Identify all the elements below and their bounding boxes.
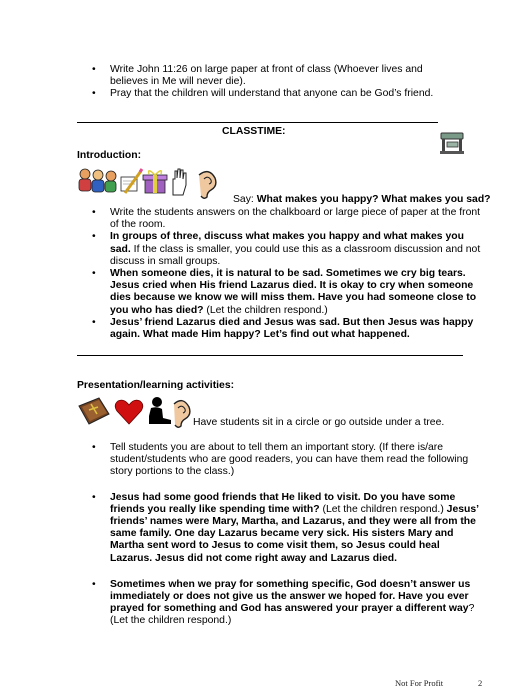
ear-icon <box>174 401 190 428</box>
present-bullet-story: • Tell students you are about to tell them an important story. (If there is/are student/students who are good readers, you can have them read the following story portions to the class.) <box>92 442 482 479</box>
heart-icon <box>115 400 143 424</box>
introduction-heading: Introduction: <box>77 150 142 161</box>
intro-bullet-someone-dies: • When someone dies, it is natural to be sad. Sometimes we cry big tears. Jesus cried when His friend Lazarus died. It is okay to cry when someone dies because we know we will miss them. Have you had someone close to you who has died? (Let the children respond.) <box>92 268 487 317</box>
intro-bullet-lazarus: • Jesus’ friend Lazarus died and Jesus was sad. But then Jesus was happy again. What made Him happy? Let’s find out what happened. <box>92 317 487 341</box>
intro-bullet-chalkboard: • Write the students answers on the chalkboard or large piece of paper at the front of the room. <box>92 207 487 231</box>
preparation-list <box>92 64 452 101</box>
introduction-list <box>92 207 487 341</box>
introduction-icon-strip <box>77 165 217 199</box>
say-question: What makes you happy? What makes you sad? <box>256 194 491 205</box>
presentation-heading: Presentation/learning activities: <box>77 380 235 391</box>
introduction-say-line <box>233 194 513 206</box>
prep-bullet-verse: • Write John 11:26 on large paper at front of class (Whoever lives and believes in Me will never die). <box>92 64 452 88</box>
present-bullet-prayer: • Sometimes when we pray for something specific, God doesn’t answer us immediately or does not give us the answer we hoped for. Have you ever prayed for something and God has answered your prayer a different way? (Let the children respond.) <box>92 579 482 628</box>
section-divider-middle <box>77 355 463 356</box>
raised-hand-icon <box>173 169 186 195</box>
sitting-child-icon <box>149 397 171 424</box>
people-group-icon <box>79 169 116 192</box>
presentation-icon-strip <box>77 394 192 428</box>
pencil-writing-icon <box>121 169 142 193</box>
bible-book-icon <box>79 398 109 424</box>
gift-box-icon <box>143 171 167 193</box>
classtime-title: CLASSTIME: <box>222 126 286 137</box>
presentation-intro-line: Have students sit in a circle or go outside under a tree. <box>193 417 445 428</box>
section-divider-top <box>77 122 438 123</box>
prep-bullet-pray: • Pray that the children will understand that anyone can be God’s friend. <box>92 88 452 100</box>
say-label: Say: <box>233 194 257 205</box>
ear-icon <box>199 172 216 199</box>
footer-label: Not For Profit <box>395 678 444 688</box>
present-bullet-friends: • Jesus had some good friends that He liked to visit. Do you have some friends you really like spending time with? (Let the children respond.) Jesus’ friends’ names were Mary, Martha, and Lazarus, and they were all from the same family. One day Lazarus became very sick. His sisters Mary and Martha sent word to Jesus to come visit them, so Jesus could heal Lazarus. Jesus did not come right away and Lazarus died. <box>92 492 482 565</box>
page-number: 2 <box>478 678 483 688</box>
classroom-desk-icon <box>437 128 467 160</box>
intro-bullet-groups: • In groups of three, discuss what makes you happy and what makes you sad. If the class is smaller, you could use this as a classroom discussion and not discuss in small groups. <box>92 231 487 268</box>
presentation-list <box>92 442 482 628</box>
